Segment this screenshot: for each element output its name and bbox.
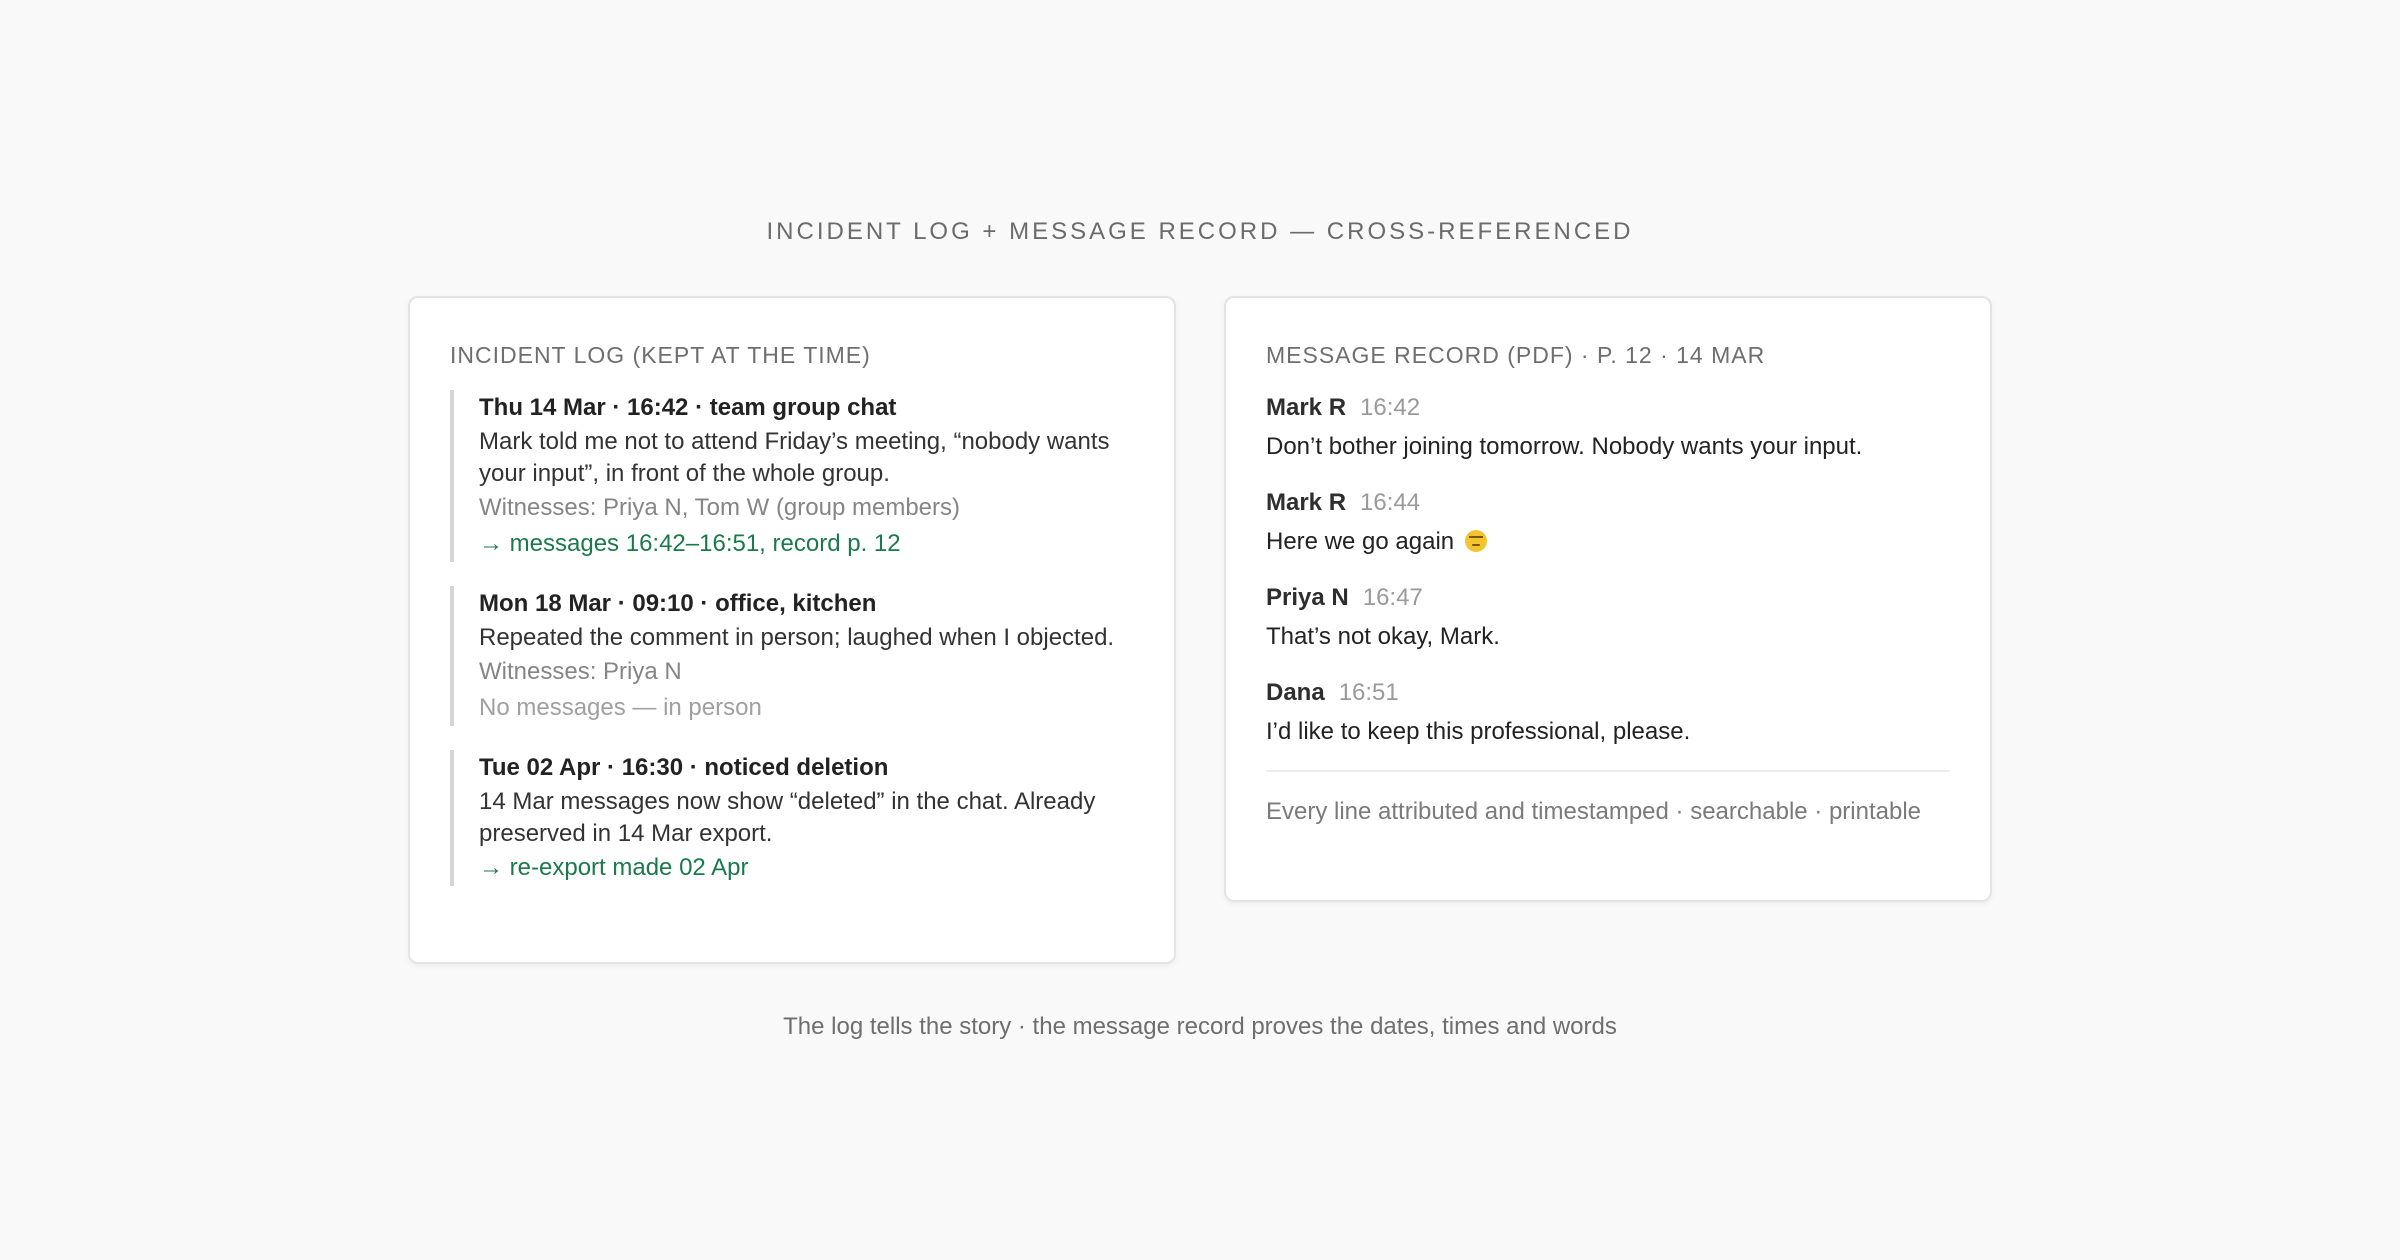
message-record-card xyxy=(1224,296,1992,902)
message-text: Here we go again xyxy=(1266,528,1455,555)
message-meta xyxy=(1266,675,1950,714)
eye-roll-emoji-icon xyxy=(1465,530,1487,552)
message-meta xyxy=(1266,580,1950,619)
message-sender: Dana xyxy=(1266,679,1325,706)
message-time: 16:42 xyxy=(1360,394,1421,421)
incident-entry-header: Thu 14 Mar · 16:42 · team group chat xyxy=(479,394,897,421)
page-caption: The log tells the story · the message record proves the dates, times and words xyxy=(783,1013,1617,1040)
message-sender: Mark R xyxy=(1266,489,1347,516)
message-sender: Priya N xyxy=(1266,584,1349,611)
incident-entry-header: Tue 02 Apr · 16:30 · noticed deletion xyxy=(479,754,889,781)
incident-log-heading: INCIDENT LOG (KEPT AT THE TIME) xyxy=(450,342,871,368)
incident-entry xyxy=(450,390,1134,562)
incident-entry-description: Mark told me not to attend Friday’s meeting, “nobody wants your input”, in front of the whole group. xyxy=(479,428,1110,487)
incident-entry-no-messages-note: No messages — in person xyxy=(479,694,762,721)
message-record-heading: MESSAGE RECORD (PDF) · P. 12 · 14 MAR xyxy=(1266,342,1766,368)
message-record-footnote: Every line attributed and timestamped · searchable · printable xyxy=(1266,798,1922,825)
incident-entry-witnesses: Witnesses: Priya N xyxy=(479,658,682,685)
message-item xyxy=(1266,580,1950,655)
incident-entry xyxy=(450,750,1134,886)
incident-entry-witnesses: Witnesses: Priya N, Tom W (group members) xyxy=(479,494,960,521)
incident-entry-header: Mon 18 Mar · 09:10 · office, kitchen xyxy=(479,590,877,617)
message-item xyxy=(1266,390,1950,465)
incident-entry-description: 14 Mar messages now show “deleted” in the chat. Already preserved in 14 Mar export. xyxy=(479,788,1096,847)
incident-entry-description: Repeated the comment in person; laughed when I objected. xyxy=(479,624,1115,651)
message-text: That’s not okay, Mark. xyxy=(1266,623,1500,650)
message-meta xyxy=(1266,390,1950,429)
message-item xyxy=(1266,675,1950,750)
message-sender: Mark R xyxy=(1266,394,1347,421)
message-item xyxy=(1266,485,1950,560)
incident-entry xyxy=(450,586,1134,726)
incident-entry-reference-link[interactable]: → messages 16:42–16:51, record p. 12 xyxy=(479,530,901,557)
message-text: I’d like to keep this professional, please. xyxy=(1266,718,1691,745)
incident-log-card xyxy=(408,296,1176,964)
page-title: INCIDENT LOG + MESSAGE RECORD — CROSS-REFERENCED xyxy=(766,218,1634,245)
message-time: 16:51 xyxy=(1338,679,1399,706)
message-text-row xyxy=(1266,524,1950,560)
incident-entry-reference-link[interactable]: → re-export made 02 Apr xyxy=(479,854,749,881)
message-time: 16:44 xyxy=(1360,489,1421,516)
message-text: Don’t bother joining tomorrow. Nobody wants your input. xyxy=(1266,433,1863,460)
divider xyxy=(1266,770,1950,772)
message-meta xyxy=(1266,485,1950,524)
message-time: 16:47 xyxy=(1362,584,1423,611)
